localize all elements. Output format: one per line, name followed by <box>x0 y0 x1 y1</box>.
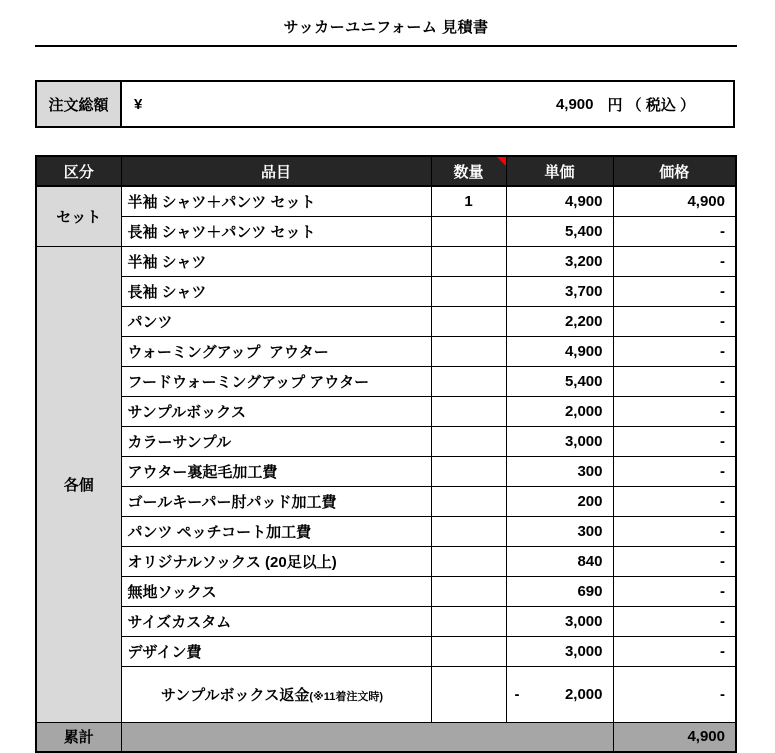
order-total-unit: 円 （ 税込 ） <box>607 96 695 114</box>
item-cell[interactable]: 長袖 シャツ＋パンツ セット <box>121 216 431 246</box>
order-total-box <box>35 80 735 128</box>
price-cell[interactable]: - <box>613 516 736 546</box>
price-cell[interactable]: - <box>613 486 736 516</box>
header-row <box>36 156 736 186</box>
item-cell[interactable]: デザイン費 <box>121 636 431 666</box>
order-total-label[interactable]: 注文総額 <box>37 82 122 126</box>
group-cell-set[interactable]: セット <box>36 186 121 246</box>
item-cell[interactable]: カラーサンプル <box>121 426 431 456</box>
unit-price-cell[interactable]: 5,400 <box>506 216 613 246</box>
price-cell[interactable]: - <box>613 276 736 306</box>
footer-total[interactable]: 4,900 <box>613 722 736 752</box>
qty-cell[interactable] <box>431 666 506 722</box>
table-row <box>36 546 736 576</box>
price-cell[interactable]: - <box>613 366 736 396</box>
table-row <box>36 456 736 486</box>
column-header-unit-price[interactable]: 単価 <box>506 156 613 186</box>
price-cell[interactable]: - <box>613 336 736 366</box>
item-label: サンプルボックス返金 <box>160 686 310 704</box>
footer-row <box>36 722 736 752</box>
qty-cell[interactable] <box>431 636 506 666</box>
unit-price-value: 2,000 <box>564 685 603 703</box>
column-header-category[interactable]: 区分 <box>36 156 121 186</box>
item-cell[interactable]: サンプルボックス <box>121 396 431 426</box>
unit-price-cell[interactable]: 300 <box>506 516 613 546</box>
price-cell[interactable]: - <box>613 216 736 246</box>
qty-cell[interactable] <box>431 456 506 486</box>
unit-price-cell[interactable]: 3,700 <box>506 276 613 306</box>
item-cell[interactable]: 無地ソックス <box>121 576 431 606</box>
unit-price-cell[interactable]: 3,000 <box>506 426 613 456</box>
price-cell[interactable]: - <box>613 306 736 336</box>
table-row <box>36 636 736 666</box>
qty-cell[interactable] <box>431 486 506 516</box>
quote-table <box>35 155 737 753</box>
qty-cell[interactable] <box>431 306 506 336</box>
table-row <box>36 246 736 276</box>
item-cell[interactable]: オリジナルソックス (20足以上) <box>121 546 431 576</box>
unit-price-cell[interactable]: 690 <box>506 576 613 606</box>
unit-price-cell[interactable]: 300 <box>506 456 613 486</box>
column-header-price[interactable]: 価格 <box>613 156 736 186</box>
price-cell[interactable]: - <box>613 636 736 666</box>
item-cell[interactable]: ウォーミングアップ アウター <box>121 336 431 366</box>
price-cell[interactable]: - <box>613 666 736 722</box>
minus-sign: - <box>514 685 520 703</box>
unit-price-cell[interactable] <box>506 666 613 722</box>
table-row <box>36 606 736 636</box>
table-row <box>36 276 736 306</box>
order-total-value-cell[interactable] <box>122 82 733 126</box>
column-header-quantity[interactable] <box>431 156 506 186</box>
column-header-quantity-label: 数量 <box>453 163 484 181</box>
price-cell[interactable]: - <box>613 396 736 426</box>
qty-cell[interactable] <box>431 426 506 456</box>
unit-price-cell[interactable]: 4,900 <box>506 186 613 216</box>
unit-price-cell[interactable]: 2,200 <box>506 306 613 336</box>
item-cell[interactable]: 半袖 シャツ <box>121 246 431 276</box>
unit-price-cell[interactable]: 5,400 <box>506 366 613 396</box>
qty-cell[interactable] <box>431 516 506 546</box>
table-row <box>36 366 736 396</box>
price-cell[interactable]: 4,900 <box>613 186 736 216</box>
item-cell[interactable]: パンツ ペッチコート加工費 <box>121 516 431 546</box>
price-cell[interactable]: - <box>613 606 736 636</box>
item-cell[interactable]: パンツ <box>121 306 431 336</box>
qty-cell[interactable] <box>431 336 506 366</box>
item-cell[interactable]: 長袖 シャツ <box>121 276 431 306</box>
item-note: (※11着注文時) <box>309 690 384 703</box>
table-row <box>36 516 736 546</box>
comment-indicator-icon <box>497 157 506 166</box>
item-cell[interactable]: 半袖 シャツ＋パンツ セット <box>121 186 431 216</box>
qty-cell[interactable] <box>431 366 506 396</box>
table-row <box>36 396 736 426</box>
table-row <box>36 216 736 246</box>
qty-cell[interactable] <box>431 246 506 276</box>
qty-cell[interactable] <box>431 216 506 246</box>
qty-cell[interactable]: 1 <box>431 186 506 216</box>
table-row <box>36 186 736 216</box>
qty-cell[interactable] <box>431 546 506 576</box>
footer-empty-cell[interactable] <box>121 722 613 752</box>
table-row <box>36 426 736 456</box>
currency-symbol: ¥ <box>134 95 143 113</box>
unit-price-cell[interactable]: 840 <box>506 546 613 576</box>
qty-cell[interactable] <box>431 576 506 606</box>
group-cell-individual[interactable]: 各個 <box>36 246 121 722</box>
table-row <box>36 336 736 366</box>
item-cell[interactable]: サイズカスタム <box>121 606 431 636</box>
table-row <box>36 486 736 516</box>
title-underline <box>35 45 737 47</box>
qty-cell[interactable] <box>431 276 506 306</box>
unit-price-cell[interactable]: 4,900 <box>506 336 613 366</box>
item-cell[interactable]: アウター裏起毛加工費 <box>121 456 431 486</box>
table-row <box>36 306 736 336</box>
price-cell[interactable]: - <box>613 546 736 576</box>
qty-cell[interactable] <box>431 396 506 426</box>
item-cell[interactable] <box>121 666 431 722</box>
unit-price-cell[interactable]: 3,000 <box>506 606 613 636</box>
price-cell[interactable]: - <box>613 576 736 606</box>
price-cell[interactable]: - <box>613 426 736 456</box>
qty-cell[interactable] <box>431 606 506 636</box>
column-header-item[interactable]: 品目 <box>121 156 431 186</box>
table-row <box>36 576 736 606</box>
price-cell[interactable]: - <box>613 456 736 486</box>
unit-price-cell[interactable]: 2,000 <box>506 396 613 426</box>
table-row <box>36 666 736 722</box>
unit-price-cell[interactable]: 3,000 <box>506 636 613 666</box>
unit-price-cell[interactable]: 200 <box>506 486 613 516</box>
order-total-amount: 4,900 <box>555 95 594 113</box>
footer-label[interactable]: 累計 <box>36 722 121 752</box>
unit-price-cell[interactable]: 3,200 <box>506 246 613 276</box>
item-cell[interactable]: フードウォーミングアップ アウター <box>121 366 431 396</box>
page-title: サッカーユニフォーム 見積書 <box>283 19 489 36</box>
item-cell[interactable]: ゴールキーパー肘パッド加工費 <box>121 486 431 516</box>
price-cell[interactable]: - <box>613 246 736 276</box>
